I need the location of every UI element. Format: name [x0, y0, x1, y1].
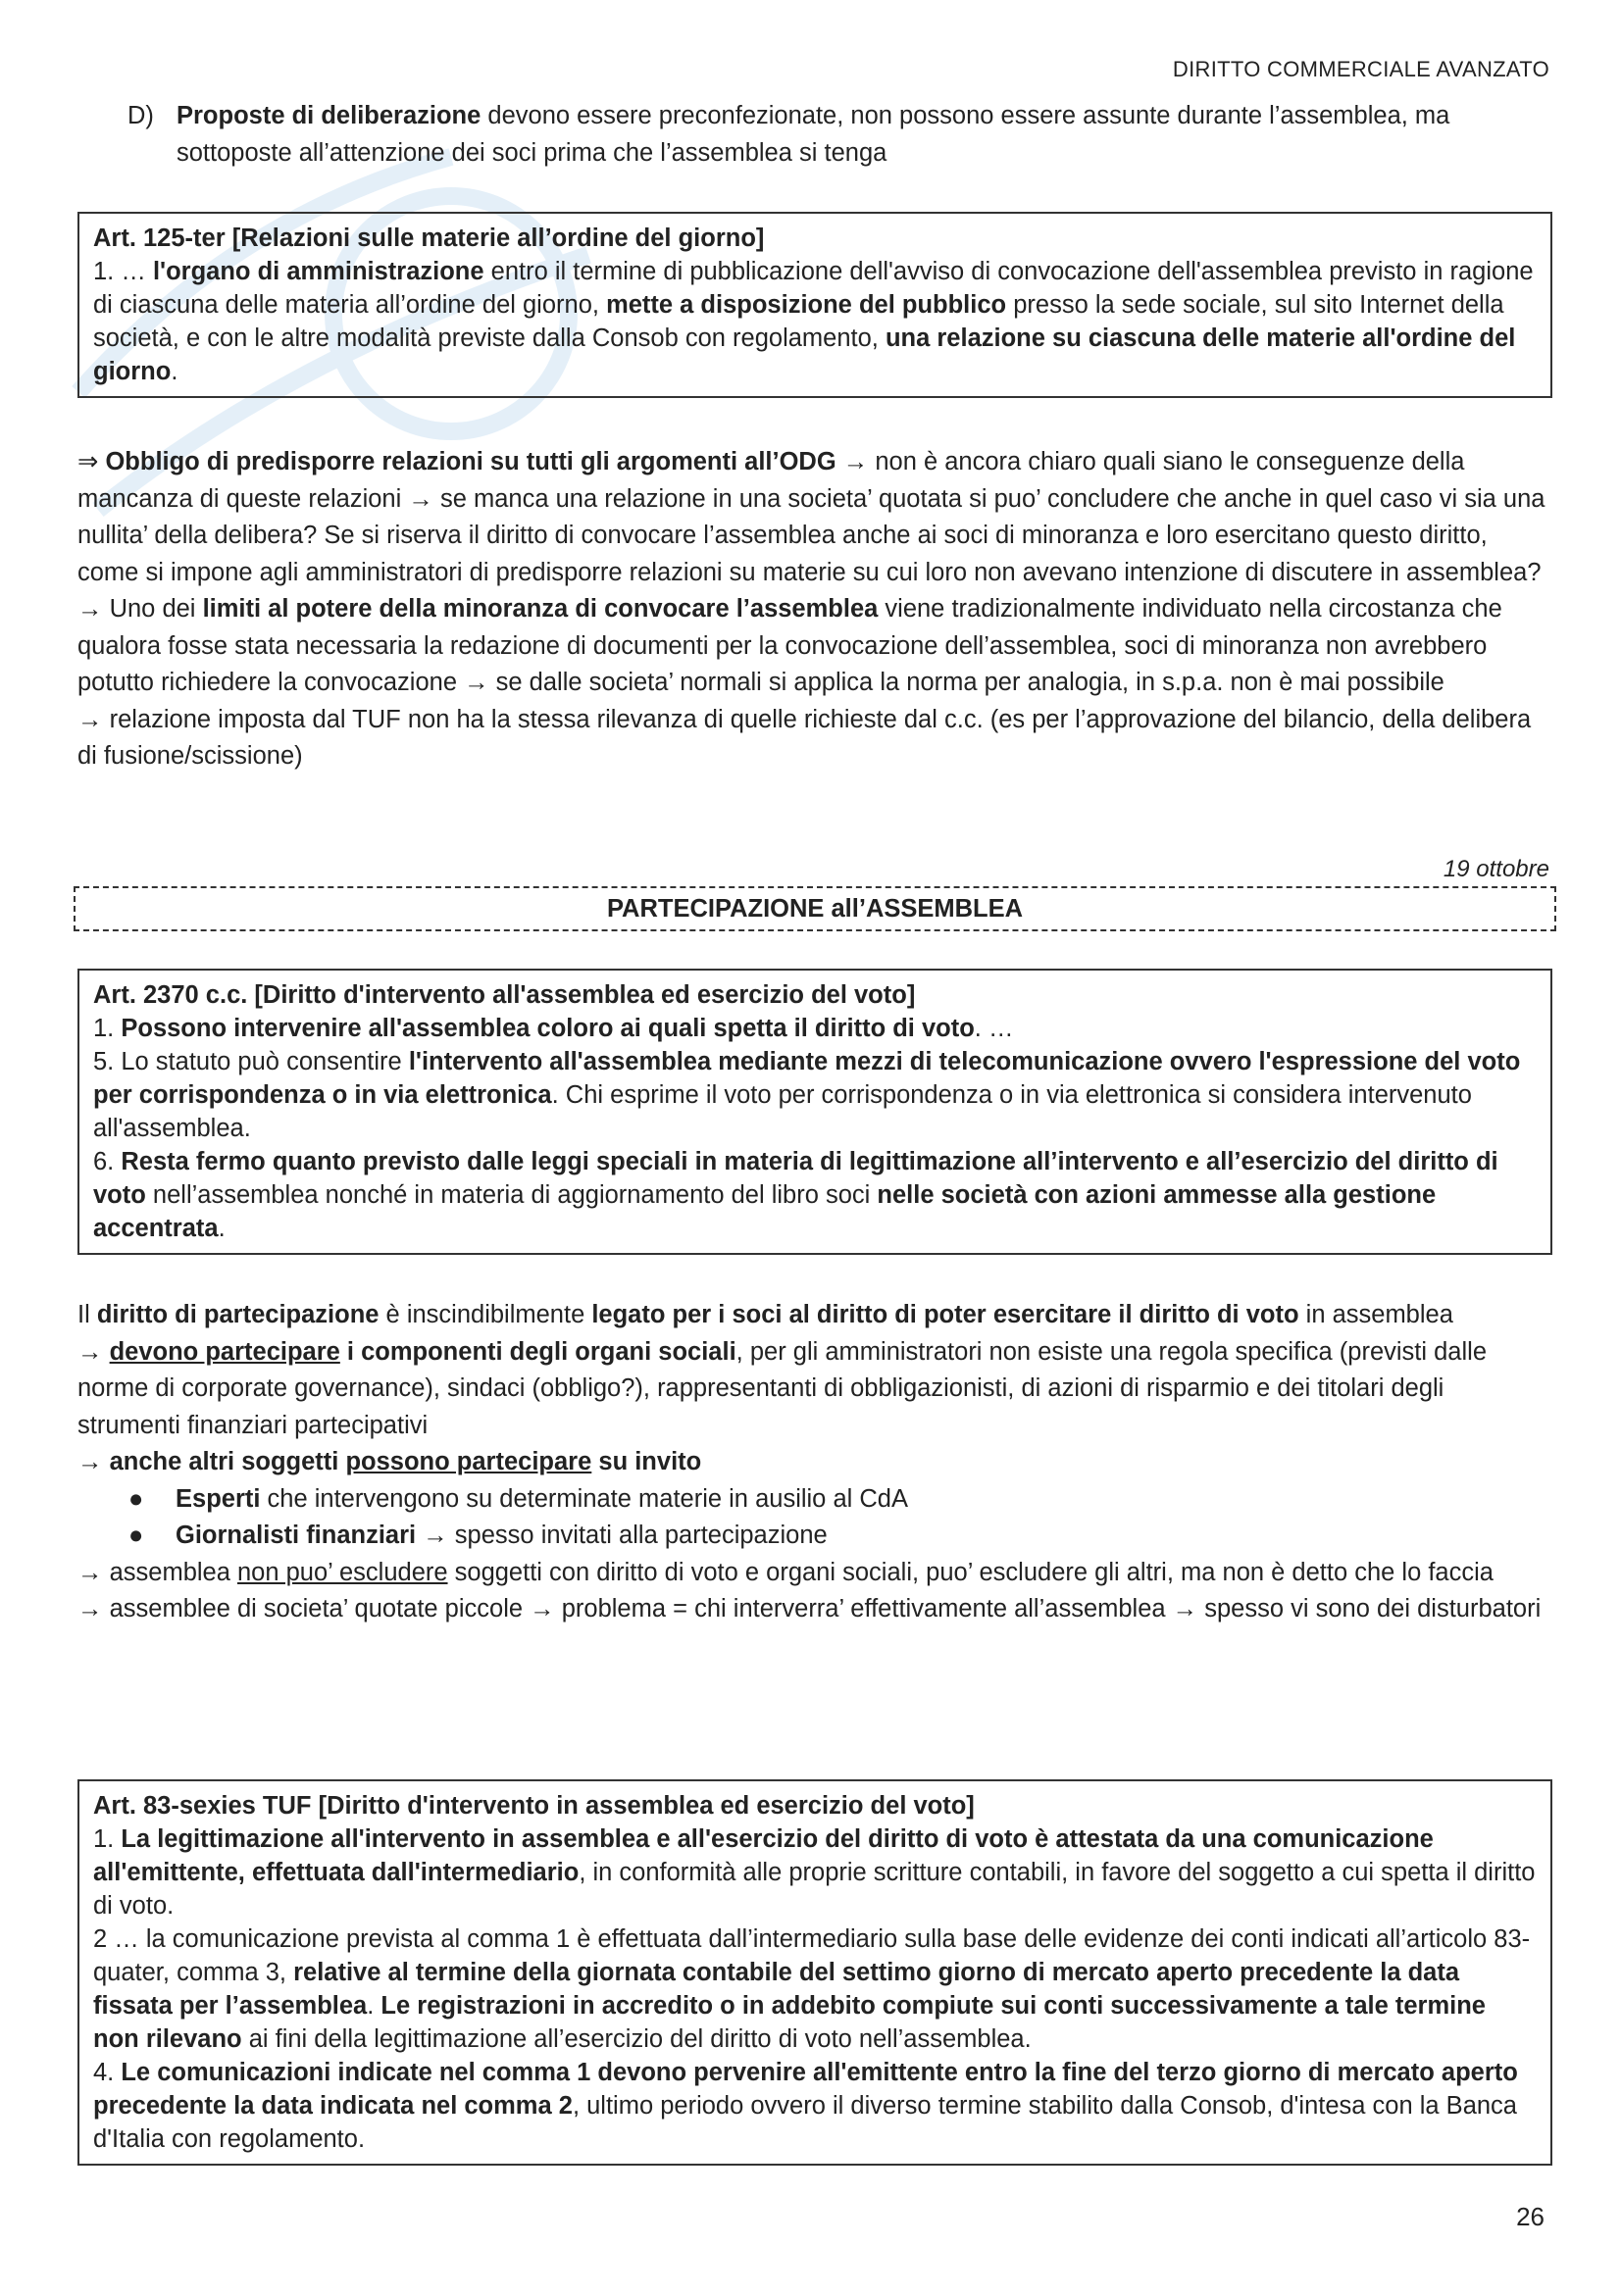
bold-run: Le registrazioni in accredito o in addebito compiute sui conti successivamente a tale termine non rilevano — [93, 1992, 1486, 2053]
bold-run: su invito — [591, 1448, 702, 1475]
article-comma-5 — [93, 1045, 1537, 1145]
text-run: 1. — [93, 1825, 122, 1853]
text-run: → — [77, 1337, 110, 1366]
text-run: è inscindibilmente — [379, 1301, 592, 1328]
text-run: nell’assemblea nonché in materia di aggiornamento del libro soci — [145, 1181, 878, 1209]
list-item-d — [127, 98, 1554, 172]
article-title: Art. 2370 c.c. [Diritto d'intervento all'assemblea ed esercizio del voto] — [93, 981, 916, 1009]
bold-run: i componenti degli organi sociali — [339, 1337, 736, 1366]
bullet-icon: ● — [128, 1484, 144, 1513]
paragraph-line — [77, 591, 1548, 702]
bold-run: relative al termine della giornata contabile del settimo giorno di mercato aperto precedente la data fissata per l’assemblea — [93, 1959, 1460, 2020]
bold-run: Obbligo di predisporre relazioni su tutti gli argomenti all’ODG — [105, 448, 836, 475]
bold-run: limiti al potere della minoranza di convocare l’assemblea — [202, 595, 879, 623]
text-run: , per gli amministratori non esiste una regola specifica (previsti dalle norme di corporate governance), sindaci (obbligo?), rappresentanti di obbligazionisti, di azioni di risparmio e dei titolari degli strumenti finanziari partecipativi — [77, 1337, 1488, 1439]
text-run: 1. … — [93, 258, 153, 285]
article-comma-4 — [93, 2056, 1537, 2156]
bullet-icon: ● — [128, 1522, 144, 1549]
text-run: 2 … la comunicazione prevista al comma 1 è effettuata dall’intermediario sulla base delle evidenze dei conti indicati all’articolo 83-quater, comma 3, — [93, 1925, 1531, 1986]
paragraph-line — [77, 444, 1548, 591]
document-header: DIRITTO COMMERCIALE AVANZATO — [1172, 57, 1549, 81]
lecture-date: 19 ottobre — [1443, 856, 1549, 882]
text-run: soggetti con diritto di voto e organi sociali, puo’ escludere gli altri, ma non è detto che lo faccia — [447, 1558, 1494, 1586]
text-run: → Uno dei — [77, 595, 203, 623]
text-run: , ultimo periodo ovvero il diverso termine stabilito dalla Consob, d'intesa con la Banca d'Italia con regolamento. — [93, 2092, 1517, 2153]
bold-run: Giornalisti finanziari — [176, 1522, 417, 1549]
bold-run: La legittimazione all'intervento in assemblea e all'esercizio del diritto di voto è attestata da una comunicazione all'emittente, effettuata dall'intermediario — [93, 1825, 1434, 1886]
bold-run: nelle società con azioni ammesse alla gestione accentrata — [93, 1181, 1437, 1242]
article-box-83-sexies — [77, 1779, 1552, 2166]
text-run: 1. — [93, 1015, 122, 1042]
section-title: PARTECIPAZIONE all’ASSEMBLEA — [74, 886, 1556, 931]
text-run: presso la sede sociale, sul sito Internet della società, e con le altre modalità previste dalla Consob con regolamento, — [93, 291, 1504, 352]
text-run: ai fini della legittimazione all’esercizio del diritto di voto nell’assemblea. — [241, 2025, 1032, 2053]
text-run: 5. Lo statuto può consentire — [93, 1048, 409, 1075]
paragraph-line — [77, 1334, 1548, 1445]
bold-run: legato per i soci al diritto di poter esercitare il diritto di voto — [591, 1301, 1299, 1328]
bold-run: Possono intervenire all'assemblea coloro ai quali spetta il diritto di voto — [121, 1015, 975, 1042]
bold-run: → anche altri soggetti — [77, 1448, 346, 1475]
text-run: che intervengono su determinate materie in ausilio al CdA — [260, 1484, 908, 1513]
bold-run: Esperti — [176, 1484, 261, 1513]
item-d-text: devono essere preconfezionate, non possono essere assunte durante l’assemblea, ma sottoposte all’attenzione dei soci prima che l’assemblea si tenga — [177, 102, 1450, 167]
article-comma-1 — [93, 1012, 1537, 1045]
article-comma-6 — [93, 1145, 1537, 1245]
text-run: . Chi esprime il voto per corrispondenza o in via elettronica si considera intervenuto all'assemblea. — [93, 1081, 1472, 1142]
bold-run: una relazione su ciascuna delle materie all'ordine del giorno — [93, 324, 1516, 385]
bold-run: mette a disposizione del pubblico — [606, 291, 1007, 319]
bold-run: l'intervento all'assemblea mediante mezzi di telecomunicazione ovvero l'espressione del voto per corrispondenza o in via elettronica — [93, 1048, 1521, 1109]
text-run: . — [171, 358, 178, 385]
bold-run: l'organo di amministrazione — [152, 258, 484, 285]
text-run: 6. — [93, 1148, 122, 1175]
article-comma-1 — [93, 1822, 1537, 1922]
text-run: . — [218, 1215, 226, 1242]
underlined-run: non puo’ escludere — [237, 1558, 448, 1586]
article-box-2370 — [77, 969, 1552, 1255]
text-run: viene tradizionalmente individuato nella circostanza che qualora fosse stata necessaria la redazione di documenti per la convocazione dell’assemblea, soci di minoranza non avrebbero potutto richiedere la convocazione → se dalle societa’ normali si applica la norma per analogia, in s.p.a. non è mai possibile — [77, 595, 1502, 696]
paragraph-partecipazione — [77, 1297, 1548, 1628]
text-run: , in conformità alle proprie scritture contabili, in favore del soggetto a cui spetta il diritto di voto. — [93, 1859, 1536, 1920]
page-number: 26 — [1516, 2201, 1545, 2231]
text-run: Il — [77, 1301, 97, 1328]
text-run: → spesso invitati alla partecipazione — [416, 1522, 828, 1549]
article-box-125-ter — [77, 212, 1552, 398]
article-title: Art. 83-sexies TUF [Diritto d'intervento in assemblea ed esercizio del voto] — [93, 1792, 975, 1820]
text-run: in assemblea — [1298, 1301, 1453, 1328]
text-run: → non è ancora chiaro quali siano le conseguenze della mancanza di queste relazioni → se manca una relazione in una societa’ quotata si puo’ concludere che anche in quel caso vi sia una nullita’ della delibera? Se si riserva il diritto di convocare l’assemblea anche ai soci di minoranza e loro esercitano questo diritto, come si impone agli amministratori di predisporre relazioni su materie su cui loro non avevano intenzione di discutere in assemblea? — [77, 448, 1545, 586]
text-run: 4. — [93, 2059, 122, 2086]
article-body — [93, 255, 1537, 388]
text-run: . … — [974, 1015, 1014, 1042]
list-item — [77, 1518, 1548, 1555]
paragraph-line — [77, 1444, 1548, 1481]
bold-run: diritto di partecipazione — [96, 1301, 380, 1328]
paragraph-line — [77, 1555, 1548, 1592]
list-item — [77, 1481, 1548, 1519]
underlined-run: possono partecipare — [345, 1448, 592, 1475]
item-d-bold: Proposte di deliberazione — [177, 102, 481, 129]
text-run: → assemblea — [77, 1558, 237, 1586]
bold-run: Le comunicazioni indicate nel comma 1 devono pervenire all'emittente entro la fine del terzo giorno di mercato aperto precedente la data indicata nel comma 2 — [93, 2059, 1518, 2120]
bold-run: Resta fermo quanto previsto dalle leggi speciali in materia di legittimazione all’intervento e all’esercizio del diritto di voto — [93, 1148, 1498, 1209]
arrow-symbol: ⇒ — [77, 448, 106, 475]
paragraph-line: → relazione imposta dal TUF non ha la stessa rilevanza di quelle richieste dal c.c. (es per l’approvazione del bilancio, della delibera di fusione/scissione) — [77, 705, 1532, 770]
list-marker: D) — [127, 102, 154, 129]
text-run: . — [367, 1992, 381, 2020]
paragraph-line — [77, 1297, 1548, 1334]
paragraph-line: → assemblee di societa’ quotate piccole → problema = chi interverra’ effettivamente all’assemblea → spesso vi sono dei disturbatori — [77, 1595, 1542, 1622]
paragraph-odg — [77, 444, 1548, 775]
underlined-run: devono partecipare — [109, 1337, 340, 1366]
text-run: entro il termine di pubblicazione dell'avviso di convocazione dell'assemblea previsto in ragione di ciascuna delle materia all’ordine del giorno, — [93, 258, 1534, 319]
article-title: Art. 125-ter [Relazioni sulle materie all’ordine del giorno] — [93, 225, 765, 252]
article-comma-2 — [93, 1922, 1537, 2056]
